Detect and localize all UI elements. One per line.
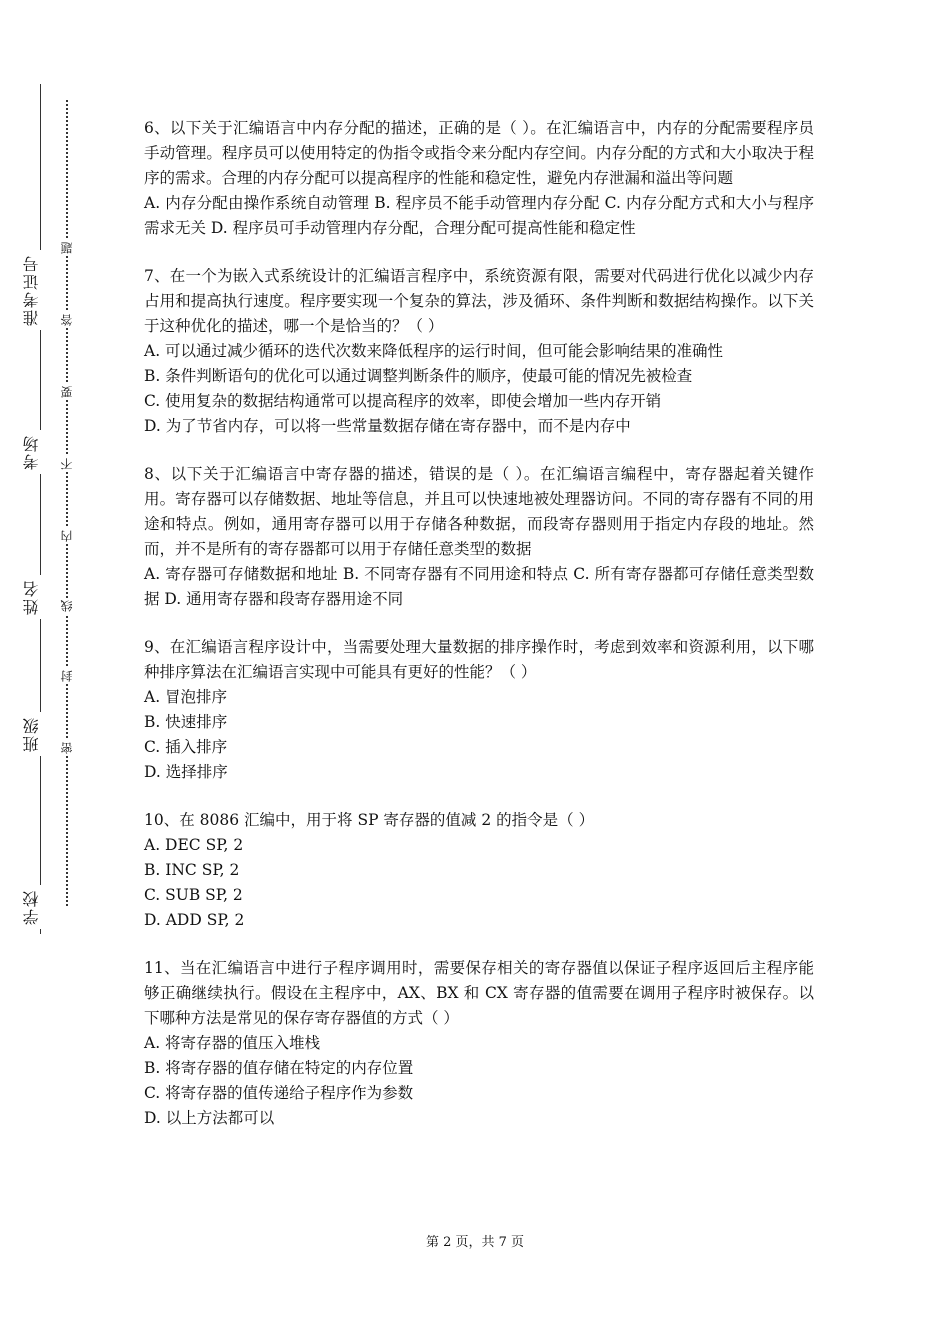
seal-char: 要 bbox=[60, 386, 74, 398]
option-d: D. ADD SP, 2 bbox=[144, 911, 245, 929]
question-7 bbox=[144, 264, 814, 439]
question-options: A. 内存分配由操作系统自动管理 B. 程序员不能手动管理内存分配 C. 内存分配方式和大小与程序需求无关 D. 程序员可手动管理内存分配，合理分配可提高性能和稳定性 bbox=[144, 194, 814, 237]
question-stem: 8、以下关于汇编语言中寄存器的描述，错误的是（ ）。在汇编语言编程中，寄存器起着关键作用。寄存器可以存储数据、地址等信息，并且可以快速地被处理器访问。不同的寄存器有不同的用途和特点。例如，通用寄存器可以用于存储各种数据，而段寄存器则用于指定内存段的地址。然而，并不是所有的寄存器都可以用于存储任意类型的数据 bbox=[144, 465, 814, 558]
option-c: C. 插入排序 bbox=[144, 738, 228, 756]
question-stem: 11、当在汇编语言中进行子程序调用时，需要保存相关的寄存器值以保证子程序返回后主程序能够正确继续执行。假设在主程序中，AX、BX 和 CX 寄存器的值需要在调用子程序时被保存。以下哪种方法是常见的保存寄存器值的方式（ ） bbox=[144, 959, 814, 1027]
binding-line bbox=[40, 84, 41, 934]
seal-char: 密 bbox=[60, 742, 74, 754]
option-b: B. 将寄存器的值存储在特定的内存位置 bbox=[144, 1059, 414, 1077]
seal-char: 线 bbox=[60, 600, 74, 612]
option-d: D. 为了节省内存，可以将一些常量数据存储在寄存器中，而不是内存中 bbox=[144, 417, 631, 435]
option-a: A. DEC SP, 2 bbox=[144, 836, 244, 854]
seal-char: 不 bbox=[60, 458, 74, 470]
question-stem: 9、在汇编语言程序设计中，当需要处理大量数据的排序操作时，考虑到效率和资源利用，以下哪种排序算法在汇编语言实现中可能具有更好的性能？（ ） bbox=[144, 638, 814, 681]
option-c: C. SUB SP, 2 bbox=[144, 886, 243, 904]
question-11 bbox=[144, 956, 814, 1131]
question-6 bbox=[144, 116, 814, 241]
option-b: B. INC SP, 2 bbox=[144, 861, 240, 879]
option-a: A. 将寄存器的值压入堆栈 bbox=[144, 1034, 321, 1052]
question-10 bbox=[144, 808, 814, 933]
exam-id-label: 准考证号 bbox=[20, 250, 46, 330]
question-list bbox=[144, 116, 814, 1154]
exam-room-label: 考场 bbox=[20, 430, 46, 474]
question-options: A. 寄存器可存储数据和地址 B. 不同寄存器有不同用途和特点 C. 所有寄存器都可存储任意类型数据 D. 通用寄存器和段寄存器用途不同 bbox=[144, 565, 814, 608]
question-stem: 6、以下关于汇编语言中内存分配的描述，正确的是（ ）。在汇编语言中，内存的分配需要程序员手动管理。程序员可以使用特定的伪指令或指令来分配内存空间。内存分配的方式和大小取决于程序的需求。合理的内存分配可以提高程序的性能和稳定性，避免内存泄漏和溢出等问题 bbox=[144, 119, 814, 187]
seal-char: 封 bbox=[60, 670, 74, 682]
seal-char: 题 bbox=[60, 242, 74, 254]
school-label: 学校 bbox=[20, 885, 46, 929]
seal-char: 答 bbox=[60, 314, 74, 326]
question-9 bbox=[144, 635, 814, 785]
question-8 bbox=[144, 462, 814, 612]
option-b: B. 快速排序 bbox=[144, 713, 228, 731]
option-c: C. 将寄存器的值传递给子程序作为参数 bbox=[144, 1084, 414, 1102]
option-a: A. 可以通过减少循环的迭代次数来降低程序的运行时间，但可能会影响结果的准确性 bbox=[144, 342, 724, 360]
option-a: A. 冒泡排序 bbox=[144, 688, 228, 706]
class-label: 班级 bbox=[20, 712, 46, 756]
question-stem: 10、在 8086 汇编中，用于将 SP 寄存器的值减 2 的指令是（ ） bbox=[144, 811, 595, 829]
question-stem: 7、在一个为嵌入式系统设计的汇编语言程序中，系统资源有限，需要对代码进行优化以减少内存占用和提高执行速度。程序要实现一个复杂的算法，涉及循环、条件判断和数据结构操作。以下关于这种优化的描述，哪一个是恰当的？（ ） bbox=[144, 267, 814, 335]
seal-dotted-line bbox=[66, 100, 68, 906]
option-d: D. 选择排序 bbox=[144, 763, 228, 781]
option-b: B. 条件判断语句的优化可以通过调整判断条件的顺序，使最可能的情况先被检查 bbox=[144, 367, 693, 385]
name-label: 姓名 bbox=[20, 575, 46, 619]
option-d: D. 以上方法都可以 bbox=[144, 1109, 275, 1127]
page-footer: 第 2 页，共 7 页 bbox=[425, 1235, 525, 1250]
seal-char: 内 bbox=[60, 530, 74, 542]
option-c: C. 使用复杂的数据结构通常可以提高程序的效率，即使会增加一些内存开销 bbox=[144, 392, 662, 410]
